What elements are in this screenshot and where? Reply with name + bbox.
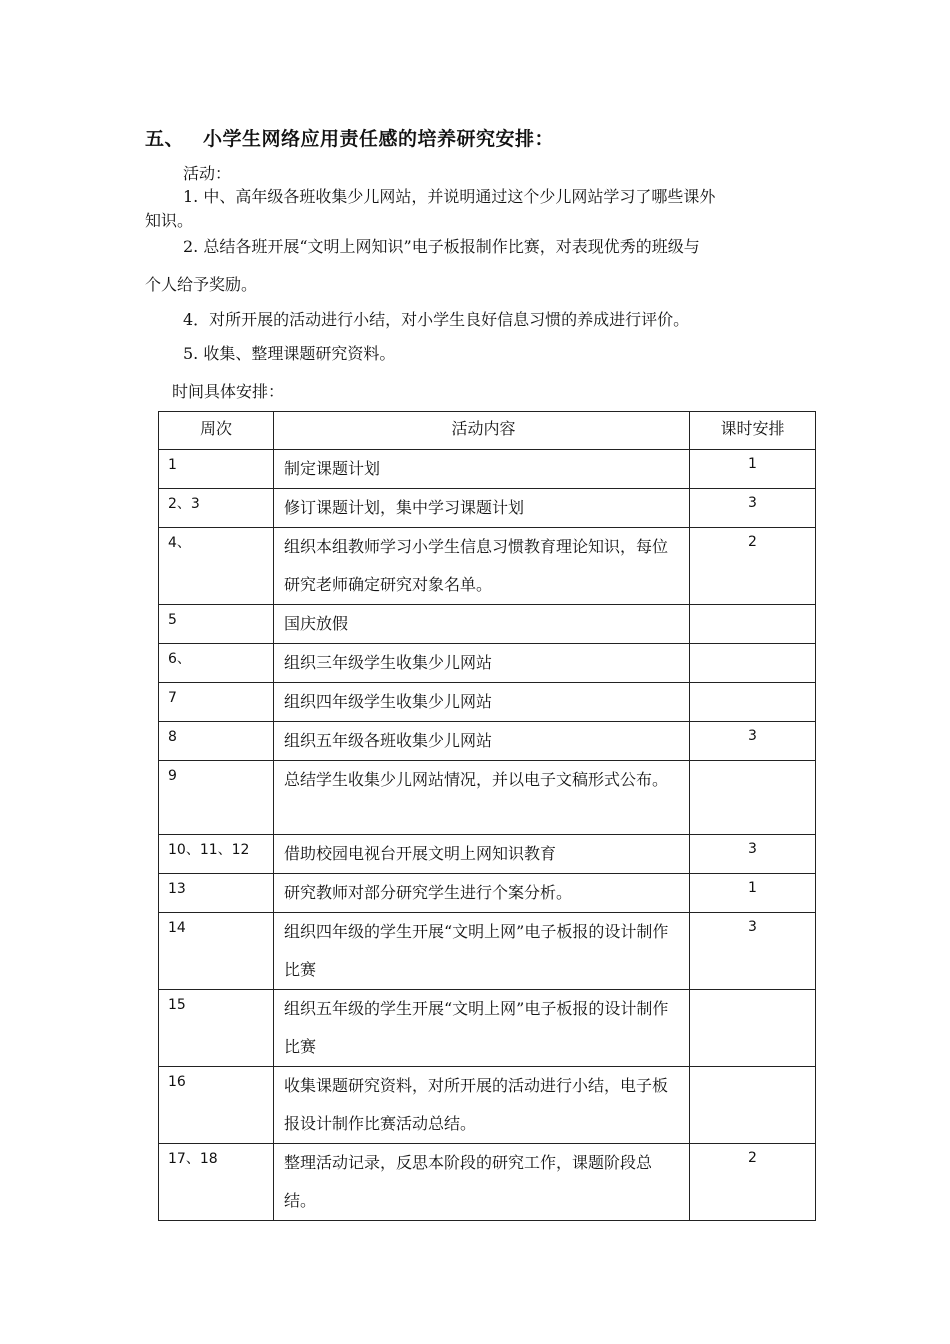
activities-label: 活动： [183, 164, 232, 183]
row-week: 17、18 [159, 1144, 274, 1221]
table-row [159, 683, 816, 722]
row-hours: 3 [690, 913, 816, 990]
activity-item-1-line1: 1. 中、高年级各班收集少儿网站，并说明通过这个少儿网站学习了哪些课外 [183, 187, 716, 206]
row-week: 4、 [159, 528, 274, 605]
table-row [159, 761, 816, 835]
row-hours: 3 [690, 835, 816, 874]
row-hours: 3 [690, 722, 816, 761]
section-title: 小学生网络应用责任感的培养研究安排： [203, 128, 555, 150]
row-hours [690, 605, 816, 644]
row-week: 13 [159, 874, 274, 913]
section-heading [145, 124, 554, 151]
table-row [159, 489, 816, 528]
row-content: 组织本组教师学习小学生信息习惯教育理论知识，每位研究老师确定研究对象名单。 [274, 528, 690, 605]
row-week: 14 [159, 913, 274, 990]
row-week: 2、3 [159, 489, 274, 528]
row-week: 7 [159, 683, 274, 722]
row-content: 组织五年级各班收集少儿网站 [274, 722, 690, 761]
row-content: 研究教师对部分研究学生进行个案分析。 [274, 874, 690, 913]
table-row [159, 644, 816, 683]
table-row [159, 605, 816, 644]
row-content: 国庆放假 [274, 605, 690, 644]
row-hours [690, 761, 816, 835]
row-content: 整理活动记录，反思本阶段的研究工作，课题阶段总结。 [274, 1144, 690, 1221]
row-week: 9 [159, 761, 274, 835]
row-week: 15 [159, 990, 274, 1067]
table-row [159, 990, 816, 1067]
row-content: 制定课题计划 [274, 450, 690, 489]
row-content: 总结学生收集少儿网站情况，并以电子文稿形式公布。 [274, 761, 690, 835]
table-header-row [159, 412, 816, 450]
table-row [159, 528, 816, 605]
row-content: 组织三年级学生收集少儿网站 [274, 644, 690, 683]
header-hours: 课时安排 [690, 412, 816, 450]
row-hours [690, 1067, 816, 1144]
row-week: 1 [159, 450, 274, 489]
row-week: 10、11、12 [159, 835, 274, 874]
table-row [159, 835, 816, 874]
table-row [159, 1144, 816, 1221]
header-content: 活动内容 [274, 412, 690, 450]
row-content: 组织四年级的学生开展“文明上网”电子板报的设计制作比赛 [274, 913, 690, 990]
row-hours: 3 [690, 489, 816, 528]
row-hours: 2 [690, 1144, 816, 1221]
row-hours [690, 990, 816, 1067]
row-week: 16 [159, 1067, 274, 1144]
row-content: 借助校园电视台开展文明上网知识教育 [274, 835, 690, 874]
activity-item-2-line1: 2. 总结各班开展“文明上网知识”电子板报制作比赛，对表现优秀的班级与 [183, 237, 700, 256]
activity-item-4: 4．对所开展的活动进行小结，对小学生良好信息习惯的养成进行评价。 [183, 310, 690, 329]
table-row [159, 450, 816, 489]
table-row [159, 874, 816, 913]
row-content: 修订课题计划，集中学习课题计划 [274, 489, 690, 528]
table-row [159, 913, 816, 990]
activity-item-1-line2: 知识。 [145, 211, 194, 230]
row-content: 组织四年级学生收集少儿网站 [274, 683, 690, 722]
activity-item-2-line2: 个人给予奖励。 [145, 275, 258, 294]
row-content: 收集课题研究资料，对所开展的活动进行小结，电子板报设计制作比赛活动总结。 [274, 1067, 690, 1144]
table-row [159, 722, 816, 761]
section-number: 五、 [145, 128, 185, 150]
row-week: 6、 [159, 644, 274, 683]
schedule-label: 时间具体安排： [172, 382, 285, 401]
row-week: 5 [159, 605, 274, 644]
row-hours [690, 644, 816, 683]
row-hours [690, 683, 816, 722]
row-content: 组织五年级的学生开展“文明上网”电子板报的设计制作比赛 [274, 990, 690, 1067]
table-row [159, 1067, 816, 1144]
schedule-table [158, 411, 816, 1221]
row-hours: 2 [690, 528, 816, 605]
activity-item-5: 5. 收集、整理课题研究资料。 [183, 344, 396, 363]
row-hours: 1 [690, 450, 816, 489]
row-week: 8 [159, 722, 274, 761]
header-week: 周次 [159, 412, 274, 450]
row-hours: 1 [690, 874, 816, 913]
